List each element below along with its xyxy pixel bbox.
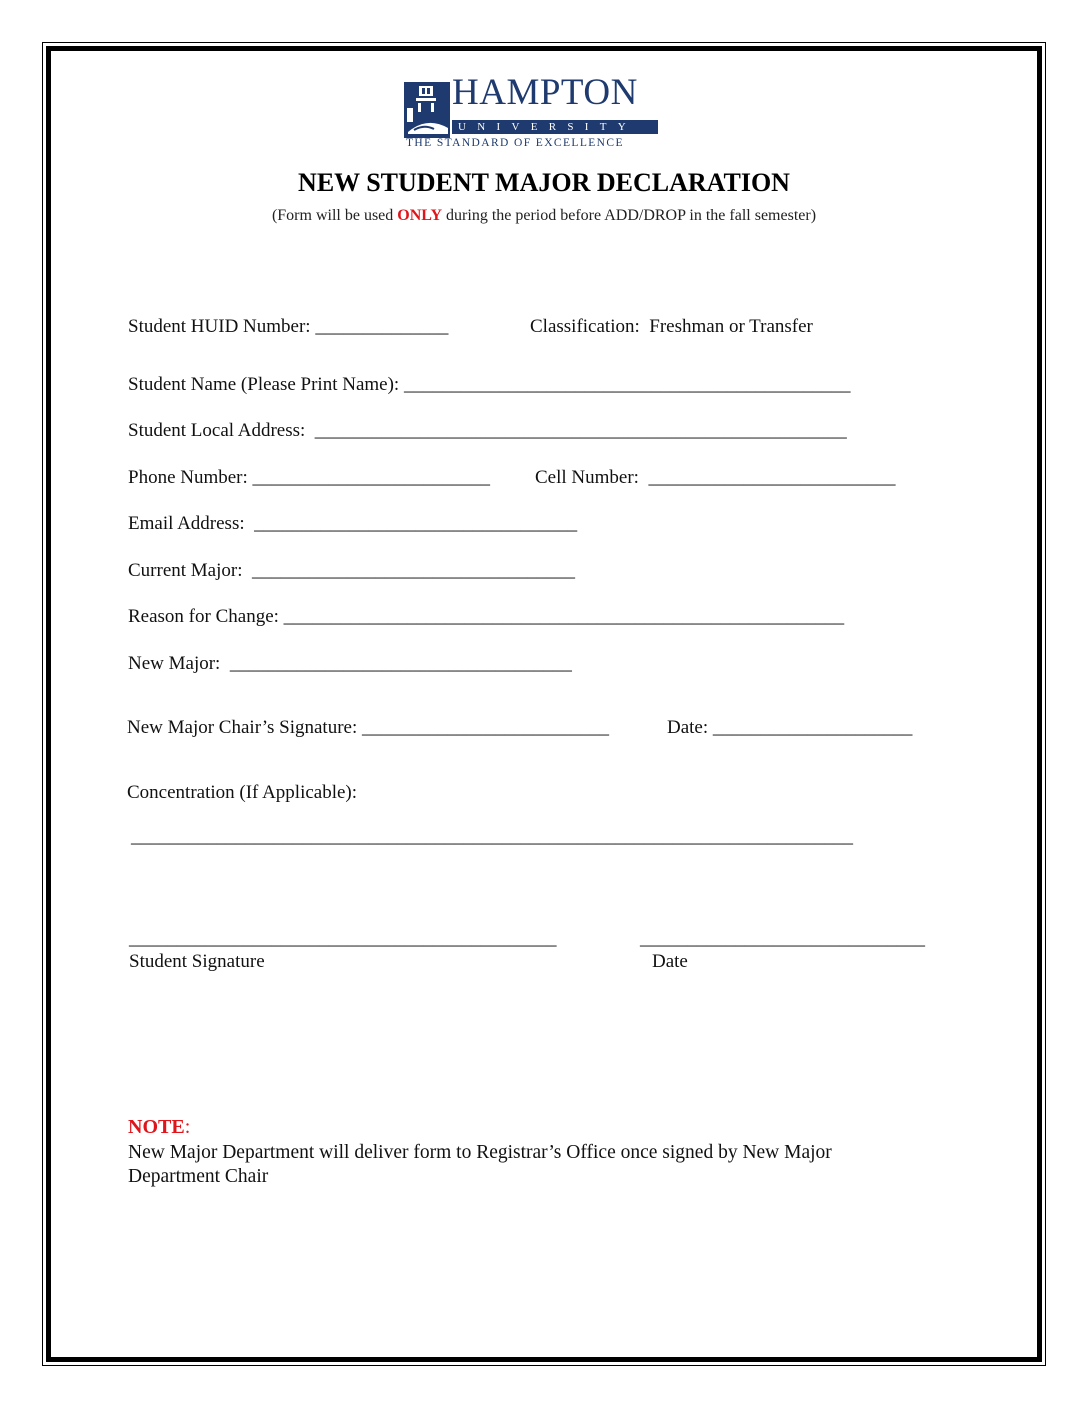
current-major-field[interactable]: Current Major: __________________________________ xyxy=(128,560,576,581)
classification-field: Classification: Freshman or Transfer xyxy=(530,316,813,337)
chair-date-field[interactable]: Date: _____________________ xyxy=(667,717,913,738)
signature-date-label: Date xyxy=(652,951,688,972)
huid-field[interactable]: Student HUID Number: ______________ xyxy=(128,316,449,337)
note-colon: : xyxy=(184,1116,191,1138)
student-name-field[interactable]: Student Name (Please Print Name): _______________________________________________ xyxy=(128,374,851,395)
chair-signature-field[interactable]: New Major Chair’s Signature: __________________________ xyxy=(127,717,609,738)
subtitle-after: during the period before ADD/DROP in the fall semester) xyxy=(442,207,817,224)
note-text: New Major Department will deliver form to Registrar’s Office once signed by New Major Department Chair xyxy=(128,1142,832,1187)
form-subtitle xyxy=(0,207,1088,225)
cell-number-field[interactable]: Cell Number: __________________________ xyxy=(535,467,896,488)
university-tower-icon xyxy=(404,82,450,138)
concentration-line[interactable]: ____________________________________________________________________________ xyxy=(131,826,853,847)
logo-tagline: THE STANDARD OF EXCELLENCE xyxy=(406,137,624,149)
phone-number-field[interactable]: Phone Number: _________________________ xyxy=(128,467,491,488)
reason-for-change-field[interactable]: Reason for Change: ___________________________________________________________ xyxy=(128,606,845,627)
student-signature-label: Student Signature xyxy=(129,951,265,972)
email-address-field[interactable]: Email Address: __________________________________ xyxy=(128,513,578,534)
hampton-logo xyxy=(404,72,660,152)
subtitle-emphasis: ONLY xyxy=(397,207,443,224)
note-label xyxy=(128,1116,190,1139)
subtitle-before: (Form will be used xyxy=(271,207,398,224)
note-label-text: NOTE xyxy=(128,1116,185,1138)
form-title: NEW STUDENT MAJOR DECLARATION xyxy=(298,168,790,197)
signature-date-line[interactable]: ______________________________ xyxy=(640,928,925,949)
local-address-field[interactable]: Student Local Address: ________________________________________________________ xyxy=(128,420,847,441)
logo-university-bar: UNIVERSITY xyxy=(452,120,658,134)
concentration-label: Concentration (If Applicable): xyxy=(127,782,358,803)
logo-wordmark: HAMPTON xyxy=(452,72,638,113)
student-signature-line[interactable]: _____________________________________________ xyxy=(129,928,557,949)
new-major-field[interactable]: New Major: ____________________________________ xyxy=(128,653,572,674)
